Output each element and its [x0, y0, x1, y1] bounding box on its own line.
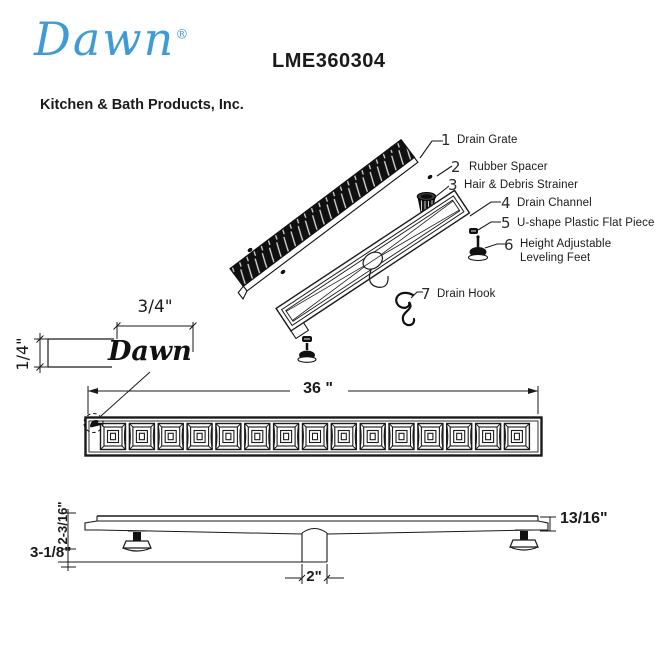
part-label-drain-grate: Drain Grate [457, 134, 518, 146]
part-label-drain-hook: Drain Hook [437, 288, 496, 300]
part-number-7: 7 [421, 285, 431, 303]
detail-thickness-dimension: 1/4" [13, 337, 32, 371]
etched-logo-detail: Dawn [108, 336, 192, 367]
part-number-1: 1 [441, 131, 451, 149]
part-number-3: 3 [448, 176, 458, 194]
part-number-6: 6 [504, 236, 514, 254]
part-number-5: 5 [501, 214, 511, 232]
brand-subtitle: Kitchen & Bath Products, Inc. [40, 97, 244, 113]
exploded-left-flat-piece-and-foot [298, 336, 316, 362]
side-view-edge-height-dimension: 13/16" [560, 510, 608, 527]
model-number: LME360304 [272, 50, 386, 72]
brand-logo [34, 12, 191, 66]
part-number-4: 4 [501, 194, 511, 212]
part-label-drain-channel: Drain Channel [517, 197, 592, 209]
exploded-u-shape-flat-piece [469, 228, 478, 234]
part-label-rubber-spacer: Rubber Spacer [469, 161, 548, 173]
part-label-hair-debris-strainer: Hair & Debris Strainer [464, 179, 579, 191]
side-view-overall-depth-dimension: 3-1/8" [30, 544, 72, 561]
side-view-right-foot [510, 530, 538, 550]
part-label-leveling-feet-line2: Leveling Feet [520, 252, 591, 264]
side-view-left-foot [123, 531, 151, 551]
part-number-2: 2 [451, 158, 461, 176]
grate-square-pattern [101, 424, 530, 450]
detail-width-dimension: 3/4" [137, 297, 173, 317]
exploded-drain-grate [224, 140, 421, 299]
top-view-length-dimension: 36 " [303, 380, 333, 397]
part-label-u-shape-flat-piece: U-shape Plastic Flat Piece [517, 217, 655, 229]
side-view-feet-height-dimension: 2-3/16" [55, 501, 70, 545]
brand-logo-text: Dawn [34, 12, 176, 66]
part-label-leveling-feet-line1: Height Adjustable [520, 238, 612, 250]
exploded-leveling-foot [469, 235, 488, 260]
side-view-outlet-width-dimension: 2" [306, 568, 322, 585]
registered-trademark-symbol: ® [175, 27, 191, 43]
